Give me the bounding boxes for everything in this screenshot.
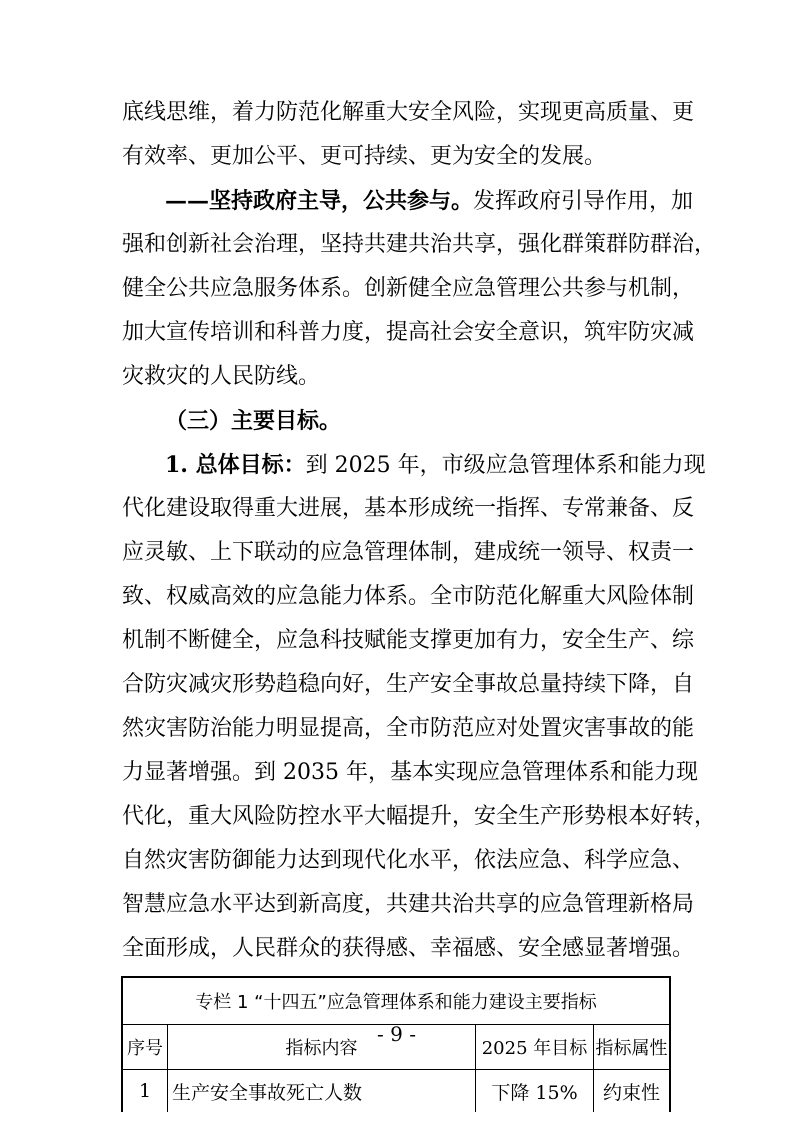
principle-line: [165, 186, 693, 217]
section-heading: （三）主要目标。: [165, 408, 342, 434]
paragraph-line: 加大宣传培训和科普力度，提高社会安全意识，筑牢防灾减: [122, 320, 695, 345]
page-number: - 9 -: [377, 1022, 416, 1046]
paragraph-line: 合防灾减灾形势趋稳向好，生产安全事故总量持续下降，自: [122, 672, 695, 697]
paragraph-line: 力显著增强。到 2035 年，基本实现应急管理体系和能力现: [122, 760, 698, 785]
cell-attribute: 约束性: [602, 1081, 660, 1104]
paragraph-line: 然灾害防治能力明显提高，全市防范应对处置灾害事故的能: [122, 716, 695, 741]
paragraph-line: 底线思维，着力防范化解重大安全风险，实现更高质量、更: [122, 100, 695, 125]
paragraph-line: 灾救灾的人民防线。: [122, 364, 321, 389]
goal-line: [165, 450, 706, 481]
paragraph-line: 健全公共应急服务体系。创新健全应急管理公共参与机制，: [122, 276, 695, 301]
table-row: [123, 1070, 669, 1112]
paragraph-line: 应灵敏、上下联动的应急管理体制，建成统一领导、权责一: [122, 540, 695, 565]
paragraph-line: 智慧应急水平达到新高度，共建共治共享的应急管理新格局: [122, 892, 695, 917]
cell-content: 生产安全事故死亡人数: [168, 1070, 476, 1112]
goal-text: 到 2025 年，市级应急管理体系和能力现: [305, 453, 706, 478]
paragraph-line: 全面形成，人民群众的获得感、幸福感、安全感显著增强。: [122, 936, 695, 961]
header-attribute: 指标属性: [595, 1038, 668, 1059]
paragraph-line: 强和创新社会治理，坚持共建共治共享，强化群策群防群治，: [122, 232, 717, 257]
paragraph-line: 机制不断健全，应急科技赋能支撑更加有力，安全生产、综: [122, 628, 695, 653]
paragraph-line: 有效率、更加公平、更可持续、更为安全的发展。: [122, 144, 607, 169]
principle-text: 发挥政府引导作用，加: [473, 189, 694, 214]
goal-heading: 1. 总体目标：: [165, 452, 306, 478]
paragraph-line: 代化建设取得重大进展，基本形成统一指挥、专常兼备、反: [122, 496, 695, 521]
principle-heading: ——坚持政府主导，公共参与。: [165, 188, 474, 214]
header-target: 2025 年目标: [476, 1025, 594, 1069]
header-content: 指标内容: [168, 1025, 476, 1069]
paragraph-line: 代化，重大风险防控水平大幅提升，安全生产形势根本好转，: [122, 804, 717, 829]
paragraph-line: 致、权威高效的应急能力体系。全市防范化解重大风险体制: [122, 584, 695, 609]
cell-index: 1: [123, 1070, 168, 1112]
table-caption: 专栏 1 “十四五”应急管理体系和能力建设主要指标: [123, 978, 669, 1025]
cell-target: 下降 15%: [476, 1070, 594, 1112]
paragraph-line: 自然灾害防御能力达到现代化水平，依法应急、科学应急、: [122, 848, 695, 873]
header-index: 序号: [123, 1025, 168, 1069]
